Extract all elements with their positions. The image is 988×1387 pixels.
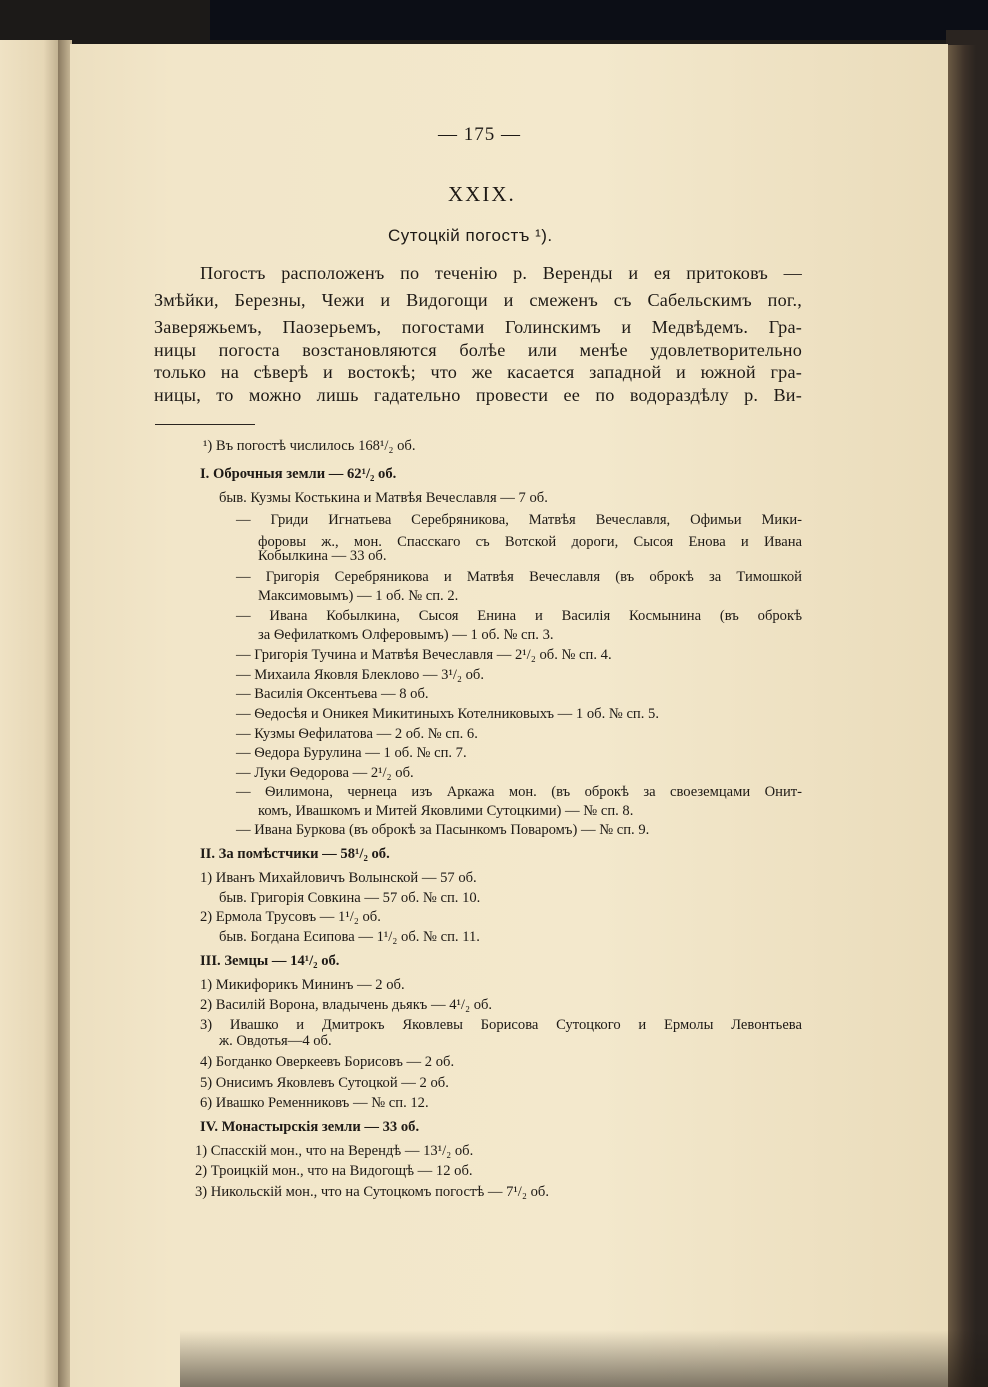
book-cover-top [210, 0, 988, 40]
footnote-line: ж. Овдотья—4 об. [219, 1033, 332, 1049]
footnote-intro: ¹) Въ погостѣ числилось 168¹/₂ об. [203, 438, 416, 454]
body-line: только на сѣверѣ и востокѣ; что же касается западной и южной гра- [154, 362, 802, 382]
body-line: Змѣйки, Березны, Чежи и Видогощи и смеженъ съ Сабельскимъ пог., [154, 290, 802, 310]
footnote-line: — Ѳедосѣя и Оникея Микитиныхъ Котелниковыхъ — 1 об. № сп. 5. [236, 706, 659, 722]
footnote-line: — Ѳилимона, чернеца изъ Аркажа мон. (въ оброкѣ за своеземцами Онит- [236, 784, 802, 800]
footnote-line: 2) Василій Ворона, владычень дьякъ — 4¹/₂ об. [200, 997, 493, 1013]
footnote-line: — Григорія Тучина и Матвѣя Вечеславля — 2¹/₂ об. № сп. 4. [236, 647, 612, 663]
footnote-line: — Григорія Серебряникова и Матвѣя Вечеславля (въ оброкѣ за Тимошкой [236, 569, 802, 585]
chapter-number: XXIX. [448, 182, 516, 206]
footnote-line: быв. Богдана Есипова — 1¹/₂ об. № сп. 11. [219, 929, 480, 945]
footnote-line: 2) Ермола Трусовъ — 1¹/₂ об. [200, 909, 381, 925]
footnote-line: 3) Никольскій мон., что на Сутоцкомъ погостѣ — 7¹/₂ об. [195, 1184, 549, 1200]
footnote-line: форовы ж., мон. Спасскаго съ Вотской дороги, Сысоя Енова и Ивана [258, 534, 802, 550]
footnote-line: — Луки Ѳедорова — 2¹/₂ об. [236, 765, 414, 781]
footnote-line: 4) Богданко Оверкеевъ Борисовъ — 2 об. [200, 1054, 455, 1070]
facing-page-edge [0, 40, 62, 1387]
footnote-rule [155, 424, 255, 425]
footnote-line: — Василія Оксентьева — 8 об. [236, 686, 429, 702]
body-line: ницы погоста возстановляются болѣе или менѣе удовлетворительно [154, 340, 802, 360]
page-number: — 175 — [438, 124, 521, 145]
section-heading: III. Земцы — 14¹/₂ об. [200, 953, 340, 969]
footnote-line: — Гриди Игнатьева Серебряникова, Матвѣя Вечеславля, Офимьи Мики- [236, 512, 802, 528]
footnote-line: 2) Троицкій мон., что на Видогощѣ — 12 об. [195, 1163, 473, 1179]
chapter-title: Сутоцкій погостъ ¹). [388, 226, 553, 245]
footnote-line: — Ивана Буркова (въ оброкѣ за Пасынкомъ Поваромъ) — № сп. 9. [236, 822, 650, 838]
book-cover-edge [948, 45, 976, 1387]
footnote-line: 1) Микифорикъ Мининъ — 2 об. [200, 977, 405, 993]
footnote-line: 1) Спасскій мон., что на Верендѣ — 13¹/₂ об. [195, 1143, 474, 1159]
footnote-line: — Ивана Кобылкина, Сысоя Енина и Василія Космынина (въ оброкѣ [236, 608, 802, 624]
section-heading: I. Оброчныя земли — 62¹/₂ об. [200, 466, 397, 482]
footnote-line: быв. Кузмы Костькина и Матвѣя Вечеславля — 7 об. [219, 490, 548, 506]
section-heading: IV. Монастырскія земли — 33 об. [200, 1119, 420, 1135]
footnote-line: Кобылкина — 33 об. [258, 548, 387, 564]
footnote-line: 3) Ивашко и Дмитрокъ Яковлевы Борисова Сутоцкого и Ермолы Левонтьева [200, 1017, 802, 1033]
footnote-line: за Ѳефилаткомъ Олферовымъ) — 1 об. № сп. 3. [258, 627, 554, 643]
section-heading: II. За помѣстчики — 58¹/₂ об. [200, 846, 390, 862]
body-line: Погостъ расположенъ по теченію р. Веренды и ея притоковъ — [200, 263, 802, 283]
footnote-line: 6) Ивашко Ременниковъ — № сп. 12. [200, 1095, 429, 1111]
footnote-line: — Михаила Яковля Блеклово — 3¹/₂ об. [236, 667, 484, 683]
footnote-line: 1) Иванъ Михайловичъ Волынской — 57 об. [200, 870, 477, 886]
body-line: ницы, то можно лишь гадательно провести ее по водораздѣлу р. Ви- [154, 385, 802, 405]
page-shadow [180, 1330, 988, 1387]
footnote-line: 5) Онисимъ Яковлевъ Сутоцкой — 2 об. [200, 1075, 449, 1091]
footnote-line: комъ, Ивашкомъ и Митей Яковлими Сутоцкими) — № сп. 8. [258, 803, 634, 819]
footnote-line: — Кузмы Ѳефилатова — 2 об. № сп. 6. [236, 726, 478, 742]
footnote-line: — Ѳедора Бурулина — 1 об. № сп. 7. [236, 745, 467, 761]
footnote-line: Максимовымъ) — 1 об. № сп. 2. [258, 588, 459, 604]
footnote-line: быв. Григорія Совкина — 57 об. № сп. 10. [219, 890, 481, 906]
body-line: Заверяжьемъ, Паозерьемъ, погостами Голинскимъ и Медвѣдемъ. Гра- [154, 317, 802, 337]
